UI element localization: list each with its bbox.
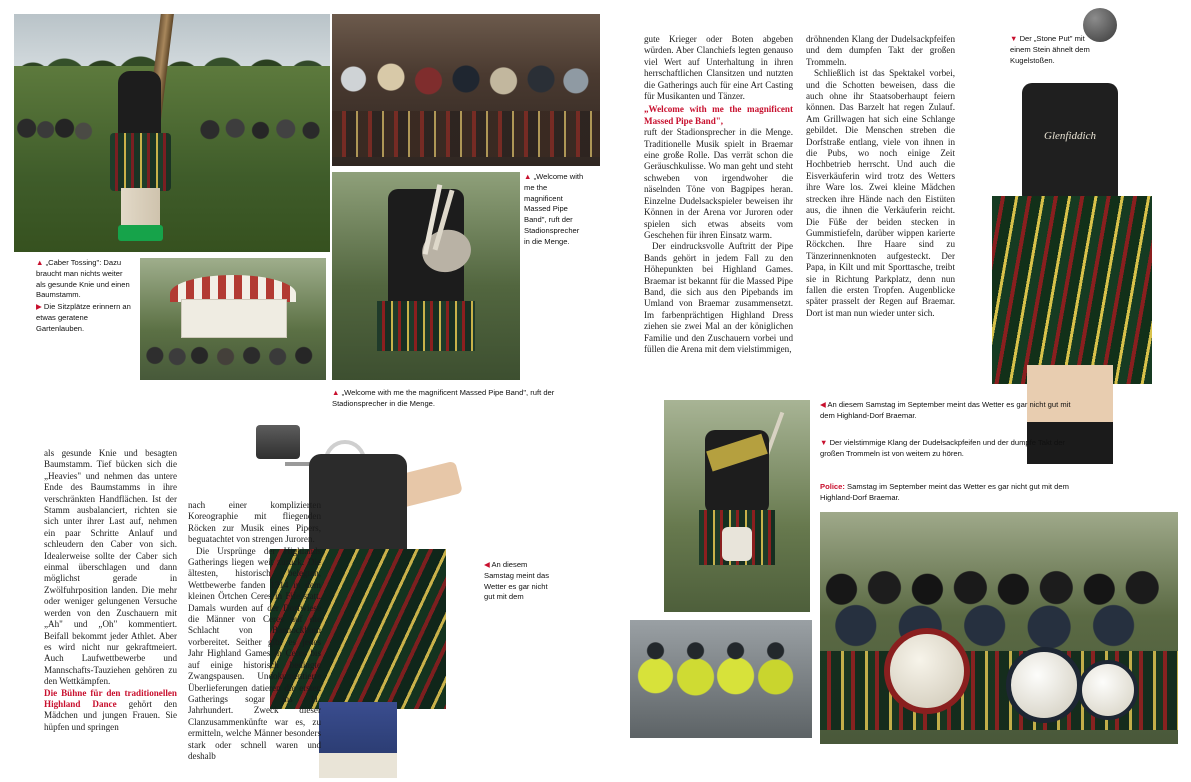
caption-vielstimmig: [820, 438, 1076, 460]
triangle-marker-icon: ▲: [332, 388, 340, 397]
photo-drum-major: [664, 400, 810, 612]
caption-sitzplaetze: [36, 302, 132, 334]
glenfiddich-logo: Glenfiddich: [1044, 130, 1096, 143]
triangle-marker-icon: ▶: [36, 302, 42, 311]
right-column-2: [806, 34, 955, 319]
triangle-marker-icon: ▲: [36, 258, 44, 267]
right-column-1: [644, 34, 793, 355]
caption-samstag-right: [820, 400, 1076, 422]
caption-text: Der „Stone Put" mit einem Stein ähnelt dem Kugelstoßen.: [1010, 34, 1090, 65]
photo-police-officers: [630, 620, 812, 738]
triangle-marker-icon: ◀: [484, 560, 490, 569]
police-label: Police:: [820, 482, 845, 491]
paragraph: nach einer komplizierten Koreographie mit fliegenden Röcken zur Musik eines Pipers, beguatachtet von strengen Juroren.: [188, 500, 321, 545]
caption-police: [820, 482, 1076, 504]
caption-text: „Welcome with me the magnificent Massed Pipe Band", ruft der Stadionsprecher in die Menge.: [332, 388, 555, 408]
photo-caber-tossing: [14, 14, 330, 252]
caption-welcome-short: [524, 172, 584, 247]
photo-bandstand-seating: [140, 258, 326, 380]
paragraph: Die Ursprünge der Highlands Gatherings liegen weit zurück. Die ältesten, historisch belegten, Wettbewerbe fanden 1314 in dem kleinen Örtchen Ceres in Fife statt. Damals wurden auf der Dorfwiese die Männer von Ceres auf die Schlacht von Bannockburn vorbereitet. Seither gibt es jedes Jahr Highland Games in Ceres bis auf einige historisch bedingte Zwangspausen. Undokumentierte Überlieferungen datieren die ersten Gatherings sogar ins 11. Jahrhundert. Zweck dieser Clanzusammenkünfte war es, zu ermitteln, welche Männer besonders stark oder schnell waren und deshalb: [188, 545, 321, 761]
caption-text: An diesem Samstag meint das Wetter es gar nicht gut mit dem: [484, 560, 549, 602]
paragraph: dröhnenden Klang der Dudelsackpfeifen und dem dumpfen Takt der großen Trommeln.: [806, 34, 955, 67]
caption-text: „Caber Tossing": Dazu braucht man nichts weiter als gesunde Knie und einen Baumstamm.: [36, 258, 130, 300]
triangle-marker-icon: ▲: [524, 172, 532, 181]
triangle-marker-icon: ◀: [820, 400, 826, 409]
photo-massed-pipe-band: [820, 512, 1178, 744]
left-column-1: [44, 448, 177, 733]
lead-in: Die Bühne für den traditionellen Highland Dance: [44, 687, 177, 709]
caption-welcome-long: [332, 388, 582, 410]
paragraph: Der eindrucksvolle Auftritt der Pipe Bands gehört in jedem Fall zu den Höhepunkten bei Highland Games. Braemar ist bekannt für die Massed Pipe Band, die sich aus den Pipebands im Umland von Braemar zusammensetzt. Im farbenprächtigen Highland Dress ziehen sie zwei Mal an der königlichen Familie und den Zuschauern vorbei und füllen die Arena mit dem vielstimmigen,: [644, 241, 793, 354]
caption-caber: [36, 258, 132, 301]
paragraph: gute Krieger oder Boten abgeben würden. Aber Clanchiefs legten genauso viel Wert auf Unterhaltung in ihren herrschaftlichen Clansitzen und nutzten die Gatherings auch für eine Art Casting für Musikanten und Tänzer.: [644, 34, 793, 102]
caption-text: Die Sitzplätze erinnern an etwas geratene Gartenlauben.: [36, 302, 131, 333]
triangle-marker-icon: ▼: [820, 438, 828, 447]
caption-text: Samstag im September meint das Wetter es gar nicht gut mit dem Highland-Dorf Braemar.: [820, 482, 1069, 502]
caption-text: Der vielstimmige Klang der Dudelsackpfeifen und der dumpfe Takt der großen Trommeln ist von weitem zu hören.: [820, 438, 1065, 458]
caption-stone-put: [1010, 34, 1102, 66]
left-column-2: [188, 500, 321, 762]
caption-text: An diesem Samstag im September meint das Wetter es gar nicht gut mit dem Highland-Dorf Braemar.: [820, 400, 1071, 420]
caption-samstag-left: [484, 560, 558, 603]
photo-piper-arena: [332, 172, 520, 380]
triangle-marker-icon: ▼: [1010, 34, 1018, 43]
caption-text: „Welcome with me the magnificent Massed Pipe Band", ruft der Stadionsprecher in die Menge.: [524, 172, 584, 246]
paragraph: Schließlich ist das Spektakel vorbei, und die Schotten beweisen, dass die auch ohne ihr Staatsoberhaupt feiern können. Das Barzelt hat regen Zulauf. Am Grillwagen hat sich eine Schlange gebildet. Die Menschen streben die Dorfstraße entlang, viele von ihnen in die Pubs, wo noch einige Zeit Hochbetrieb herrscht. Und auch die Eisverkäuferin wird trotz des Wetters ihre Ware los. Zwei kleine Mädchen strecken ihre Hände nach den Eistüten aus, die ihnen die Verkäuferin reicht. Die Füße der beiden stecken in Gummistiefeln, darüber wippen karierte Röckchen. Ihre Haare sind zu Tänzerinnenknoten aufgesteckt. Der Papa, in Kilt und mit Sporttasche, treibt sie in Richtung Parkplatz, denn nun fallen die ersten Tropfen. Augenblicke später prasselt der Regen auf Braemar. Dort ist man nun wieder unter sich.: [806, 68, 955, 318]
lead-in: „Welcome with me the magnificent Massed Pipe Band",: [644, 104, 793, 126]
paragraph: als gesunde Knie und besagten Baumstamm. Tief bücken sich die „Heavies" und nehmen das untere Ende des Baumstamms in ihre verschränkten Handflächen. Ist der Stamm ausbalanciert, richten sie sich unter ihrer Last auf, nehmen ein paar Schritte Anlauf und schleudern den Caber von sich. Idealerweise sollte der Caber sich einmal überschlagen und dann möglichst gerade in Zwölfuhrposition landen. Die mehr oder weniger gelungenen Versuche werden von den Zuschauern mit „Ah" und „Oh" kommentiert. Beifall bekommt jeder Athlet. Aber es wird nicht nur gekraftmeiert. Auch Laufwettbewerbe und Mannschafts-Tauziehen gehören zu den Wettkämpfen.: [44, 448, 177, 687]
photo-royal-spectators: [332, 14, 600, 166]
paragraph: gehört den Mädchen und jungen Frauen. Sie hüpfen und springen: [44, 698, 177, 732]
paragraph: ruft der Stadionsprecher in die Menge. Traditionelle Musik spielt in Braemar eine große Rolle. Das verrät schon die Geräuschkulisse. Wo man geht und steht schweben von irgendwoher die näselnden Töne von Bagpipes heran. Einzelne Dudelsackspieler beweisen ihr Können in der Arena vor Juroren oder spielen sich etwas abseits vom Geschehen für ihren Einsatz warm.: [644, 127, 793, 240]
